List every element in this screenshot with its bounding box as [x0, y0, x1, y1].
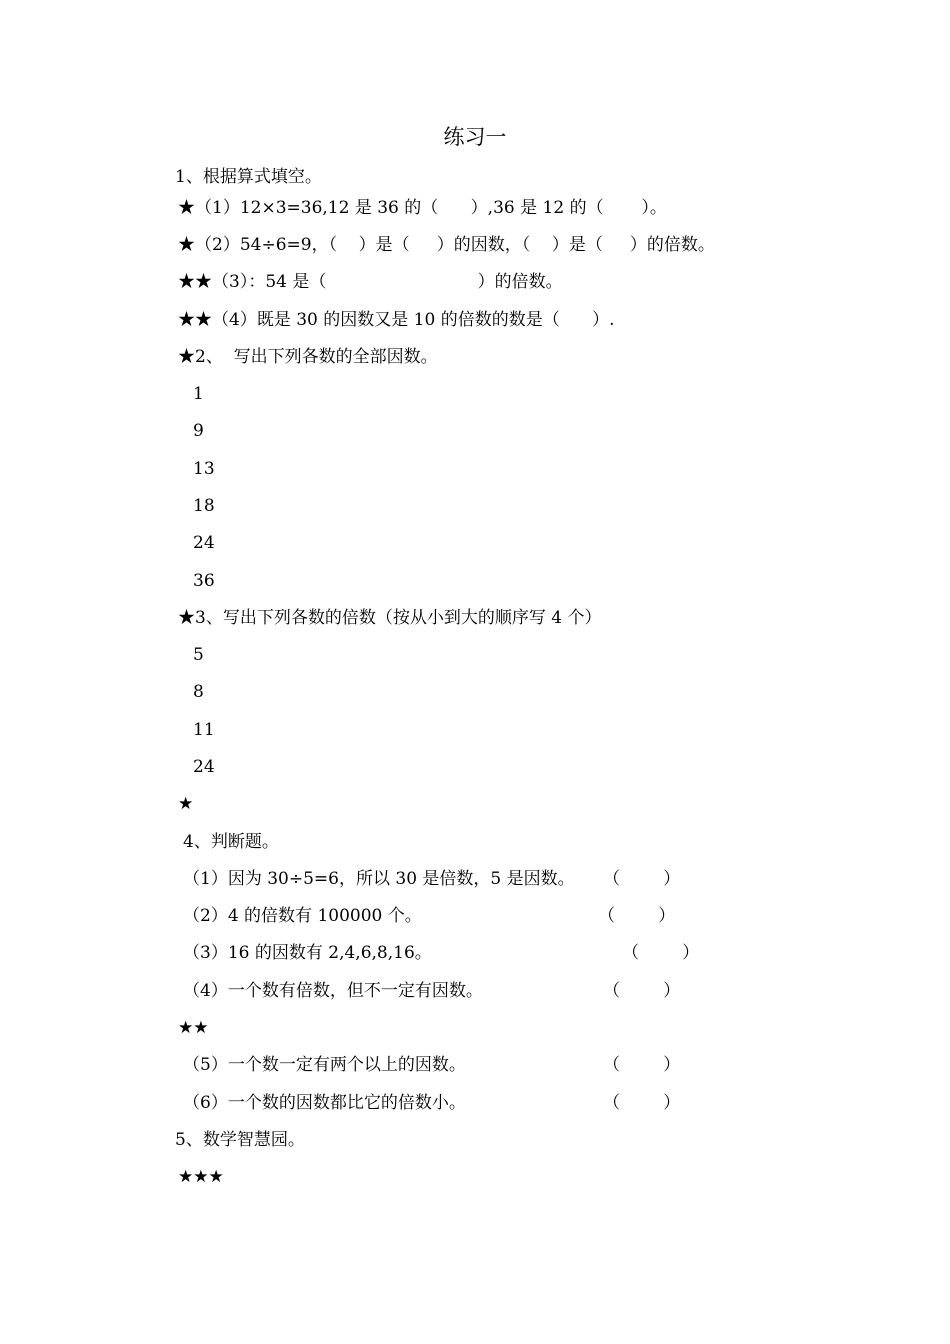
- section-3-heading: ★3、写出下列各数的倍数（按从小到大的顺序写 4 个）: [178, 608, 602, 628]
- judge-item: （5）一个数一定有两个以上的因数。: [183, 1055, 466, 1075]
- factor-number: 24: [193, 533, 215, 553]
- question-1-4: ★★（4）既是 30 的因数又是 10 的倍数的数是（ ）.: [178, 310, 615, 330]
- difficulty-stars: ★★: [178, 1018, 209, 1038]
- multiple-number: 11: [193, 720, 215, 740]
- section-4-heading: 4、判断题。: [183, 832, 279, 852]
- question-1-2: ★（2）54÷6=9，（ ）是（ ）的因数，（ ）是（ ）的倍数。: [178, 235, 715, 255]
- multiple-number: 5: [193, 645, 204, 665]
- question-1-3: ★★（3）：54 是（ ）的倍数。: [178, 272, 563, 292]
- difficulty-stars: ★★★: [178, 1167, 224, 1187]
- judge-item: （4）一个数有倍数，但不一定有因数。: [183, 981, 483, 1001]
- answer-bracket: （ ）: [603, 1055, 681, 1075]
- difficulty-star: ★: [178, 794, 194, 814]
- factor-number: 13: [193, 459, 215, 479]
- factor-number: 36: [193, 571, 215, 591]
- factor-number: 9: [193, 421, 204, 441]
- answer-bracket: （ ）: [603, 981, 681, 1001]
- judge-item: （6）一个数的因数都比它的倍数小。: [183, 1093, 466, 1113]
- section-1-heading: 1、根据算式填空。: [175, 167, 322, 187]
- judge-item: （2）4 的倍数有 100000 个。: [183, 906, 422, 926]
- answer-bracket: （ ）: [603, 1093, 681, 1113]
- page-title: 练习一: [443, 125, 507, 149]
- judge-item: （1）因为 30÷5=6，所以 30 是倍数，5 是因数。: [183, 869, 575, 889]
- answer-bracket: （ ）: [622, 943, 700, 963]
- multiple-number: 24: [193, 757, 215, 777]
- judge-item: （3）16 的因数有 2,4,6,8,16。: [183, 943, 432, 963]
- answer-bracket: （ ）: [603, 869, 681, 889]
- answer-bracket: （ ）: [598, 906, 676, 926]
- multiple-number: 8: [193, 682, 204, 702]
- section-2-heading: ★2、 写出下列各数的全部因数。: [178, 347, 438, 367]
- question-1-1: ★（1）12×3=36,12 是 36 的（ ）,36 是 12 的（ ）。: [178, 198, 667, 218]
- factor-number: 1: [193, 384, 204, 404]
- factor-number: 18: [193, 496, 215, 516]
- section-5-heading: 5、数学智慧园。: [175, 1130, 305, 1150]
